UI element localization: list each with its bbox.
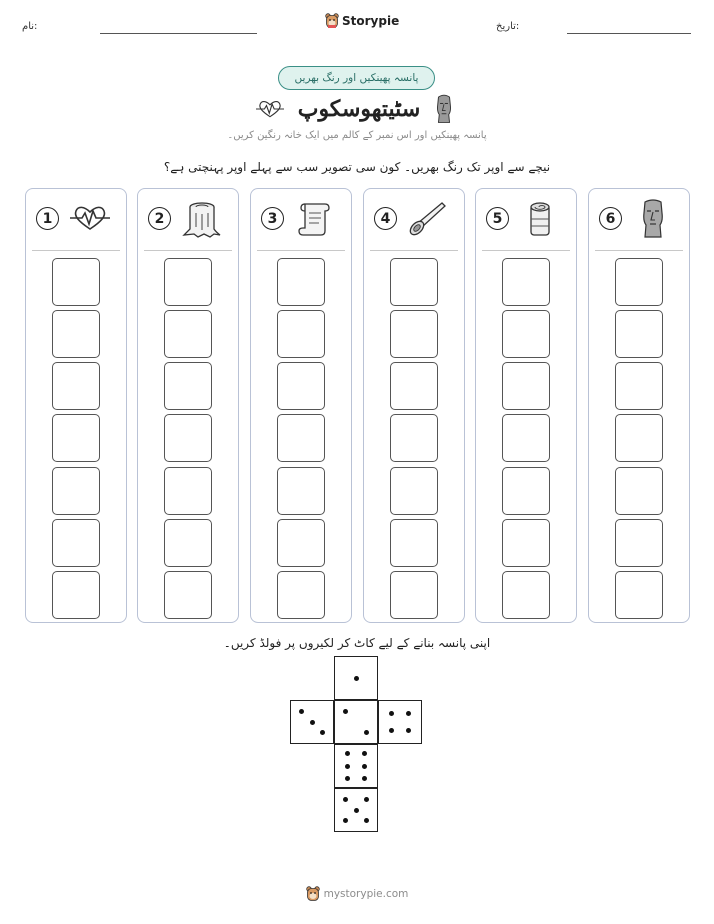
color-cell[interactable] — [52, 258, 100, 306]
color-cell[interactable] — [277, 519, 325, 567]
pip — [345, 751, 350, 756]
column-divider — [482, 250, 570, 251]
color-cell[interactable] — [390, 362, 438, 410]
column-number: 6 — [599, 207, 622, 230]
color-cell[interactable] — [52, 362, 100, 410]
column-header — [26, 189, 126, 251]
color-cell[interactable] — [390, 310, 438, 358]
pip — [343, 797, 348, 802]
pip — [364, 818, 369, 823]
color-cell[interactable] — [52, 467, 100, 515]
column-number: 5 — [486, 207, 509, 230]
footer — [0, 886, 714, 902]
column-1 — [25, 188, 127, 623]
color-cell[interactable] — [164, 258, 212, 306]
color-cell[interactable] — [390, 414, 438, 462]
die-face-5 — [334, 788, 378, 832]
color-cell[interactable] — [615, 258, 663, 306]
pip — [320, 730, 325, 735]
vuvuzela-horn-icon — [408, 199, 448, 239]
color-cell[interactable] — [164, 571, 212, 619]
color-cell[interactable] — [277, 414, 325, 462]
color-cell[interactable] — [277, 310, 325, 358]
column-number: 4 — [374, 207, 397, 230]
pip — [406, 728, 411, 733]
column-header — [251, 189, 351, 251]
color-cell[interactable] — [615, 414, 663, 462]
column-3 — [250, 188, 352, 623]
bear-mascot-icon — [306, 886, 320, 902]
pip — [364, 797, 369, 802]
color-cell[interactable] — [52, 519, 100, 567]
pip — [362, 764, 367, 769]
color-cell[interactable] — [615, 467, 663, 515]
color-cell[interactable] — [502, 519, 550, 567]
color-cell[interactable] — [615, 362, 663, 410]
date-label: تاریخ: — [496, 21, 520, 32]
name-write-line — [100, 33, 257, 34]
date-write-line — [567, 33, 691, 34]
color-cell[interactable] — [502, 258, 550, 306]
pip — [389, 728, 394, 733]
color-cell[interactable] — [390, 258, 438, 306]
name-label: نام: — [22, 21, 38, 32]
die-face-2 — [334, 700, 378, 744]
pip — [354, 808, 359, 813]
moai-statue-icon — [434, 94, 454, 124]
color-cell[interactable] — [277, 258, 325, 306]
column-number: 2 — [148, 207, 171, 230]
color-cell[interactable] — [390, 467, 438, 515]
pip — [362, 751, 367, 756]
color-cell[interactable] — [52, 571, 100, 619]
color-cell[interactable] — [615, 310, 663, 358]
column-2 — [137, 188, 239, 623]
pip — [389, 711, 394, 716]
die-face-6 — [334, 744, 378, 788]
column-header — [138, 189, 238, 251]
pip — [343, 709, 348, 714]
color-cell[interactable] — [164, 467, 212, 515]
color-cell[interactable] — [615, 571, 663, 619]
scroll-icon — [295, 199, 335, 239]
color-cell[interactable] — [277, 467, 325, 515]
color-cell[interactable] — [615, 519, 663, 567]
rolled-mat-icon — [520, 199, 560, 239]
color-cell[interactable] — [390, 519, 438, 567]
brand-logo — [325, 13, 399, 29]
stethoscope-heartbeat-icon — [70, 199, 110, 239]
stethoscope-heartbeat-icon — [256, 98, 284, 120]
tree-stump-icon — [182, 199, 222, 239]
column-6 — [588, 188, 690, 623]
color-cell[interactable] — [277, 571, 325, 619]
color-cell[interactable] — [164, 519, 212, 567]
column-header — [476, 189, 576, 251]
die-face-1 — [334, 656, 378, 700]
title-row — [245, 92, 465, 126]
pip — [406, 711, 411, 716]
color-cell[interactable] — [52, 414, 100, 462]
color-cell[interactable] — [502, 310, 550, 358]
column-number: 1 — [36, 207, 59, 230]
column-5 — [475, 188, 577, 623]
column-header — [589, 189, 689, 251]
pip — [362, 776, 367, 781]
die-face-3 — [290, 700, 334, 744]
column-header — [364, 189, 464, 251]
color-cell[interactable] — [164, 414, 212, 462]
color-cell[interactable] — [502, 571, 550, 619]
activity-badge: پانسہ پھینکیں اور رنگ بھریں — [278, 66, 435, 90]
color-cell[interactable] — [164, 362, 212, 410]
color-cell[interactable] — [390, 571, 438, 619]
bear-mascot-icon — [325, 13, 339, 29]
footer-url: mystorypie.com — [323, 888, 409, 900]
pip — [354, 676, 359, 681]
color-cell[interactable] — [502, 467, 550, 515]
column-divider — [32, 250, 120, 251]
color-cell[interactable] — [52, 310, 100, 358]
pip — [345, 764, 350, 769]
cut-instruction: اپنی پانسہ بنانے کے لیے کاٹ کر لکیروں پر فولڈ کریں۔ — [223, 636, 491, 650]
page-title: سٹیتھوسکوپ — [297, 96, 421, 122]
column-4 — [363, 188, 465, 623]
pip — [299, 709, 304, 714]
column-divider — [257, 250, 345, 251]
moai-statue-icon — [633, 199, 673, 239]
brand-name: Storypie — [342, 14, 400, 28]
pip — [343, 818, 348, 823]
color-cell[interactable] — [164, 310, 212, 358]
color-cell[interactable] — [502, 362, 550, 410]
color-cell[interactable] — [502, 414, 550, 462]
color-cell[interactable] — [277, 362, 325, 410]
column-divider — [144, 250, 232, 251]
column-divider — [595, 250, 683, 251]
question-text: نیچے سے اوپر تک رنگ بھریں۔ کون سی تصویر سب سے پہلے اوپر پہنچتی ہے؟ — [163, 160, 551, 174]
pip — [345, 776, 350, 781]
pip — [364, 730, 369, 735]
pip — [310, 720, 315, 725]
die-face-4 — [378, 700, 422, 744]
instructions-subtitle: پانسہ پھینکیں اور اس نمبر کے کالم میں ایک خانہ رنگین کریں۔ — [227, 130, 487, 141]
column-number: 3 — [261, 207, 284, 230]
column-divider — [370, 250, 458, 251]
